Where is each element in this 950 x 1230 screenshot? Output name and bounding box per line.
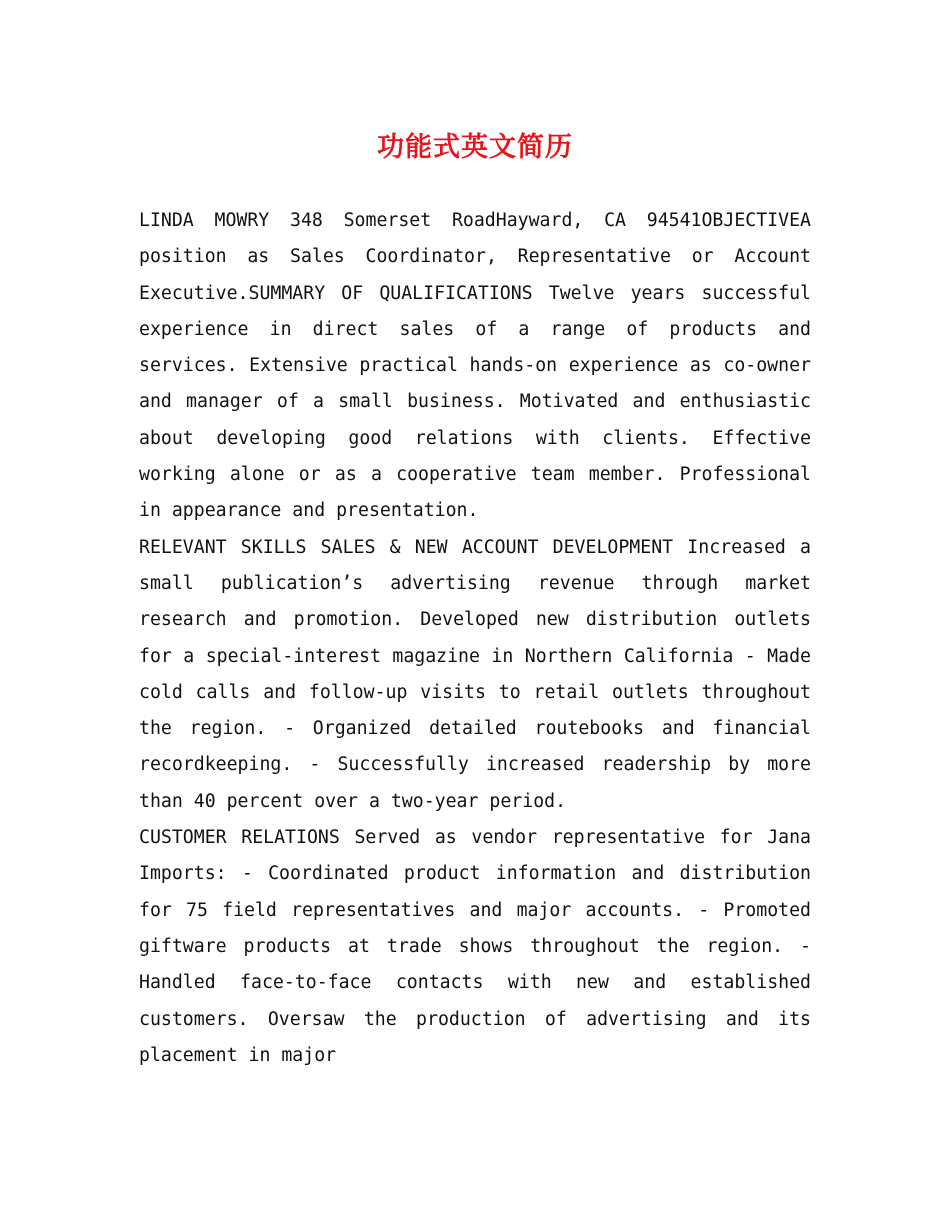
document-title: 功能式英文简历 [377,132,573,163]
paragraph-objective-summary: LINDA MOWRY 348 Somerset RoadHayward, CA 94541OBJECTIVEA position as Sales Coordinator, Representative or Account Executive.SUMMARY OF QUALIFICATIONS Twelve years successful experience in direct sales of a range of products and services. Extensive practical hands-on experience as co-owner and manager of a small business. Motivated and enthusiastic about developing good relations with clients. Effective working alone or as a cooperative team member. Professional in appearance and presentation. [139,210,811,522]
paragraph-customer-relations: CUSTOMER RELATIONS Served as vendor representative for Jana Imports: - Coordinated product information and distribution for 75 field representatives and major accounts. - Promoted giftware products at trade shows throughout the region. - Handled face-to-face contacts with new and established customers. Oversaw the production of advertising and its placement in major [139,827,811,1066]
document-body [139,203,811,1074]
paragraph-relevant-skills: RELEVANT SKILLS SALES & NEW ACCOUNT DEVELOPMENT Increased a small publication’s advertising revenue through market research and promotion. Developed new distribution outlets for a special-interest magazine in Northern California - Made cold calls and follow-up visits to retail outlets throughout the region. - Organized detailed routebooks and financial recordkeeping. - Successfully increased readership by more than 40 percent over a two-year period. [139,536,811,812]
